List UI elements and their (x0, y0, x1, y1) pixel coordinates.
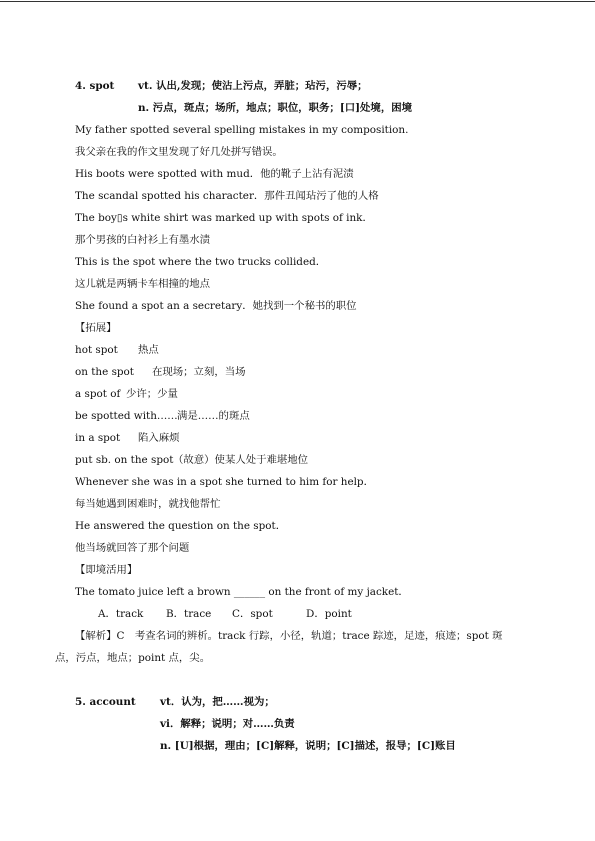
spot-def-vt: vt. 认出,发现；使沾上污点，弄脏；玷污，污辱； (138, 80, 368, 92)
phrase-en: in a spot (75, 432, 121, 444)
practice-heading: 【即境活用】 (75, 564, 138, 576)
page-top-rule (0, 1, 595, 2)
phrase-en: a spot of (75, 388, 121, 400)
phrase-row (75, 432, 180, 445)
option-b: B．trace (166, 608, 212, 620)
phrase-row (75, 366, 246, 379)
example-line: 他当场就回答了那个问题 (75, 542, 190, 554)
example-line: He answered the question on the spot． (75, 520, 287, 532)
example-line: The scandal spotted his character．那件丑闻玷污了他的人格 (75, 190, 379, 202)
account-def-vi: vi．解释；说明；对……负责 (160, 718, 295, 730)
account-def-vt: vt．认为，把……视为； (160, 696, 275, 708)
phrase-en: hot spot (75, 344, 118, 356)
phrase-cn: 在现场；立刻，当场 (152, 366, 246, 378)
extend-heading: 【拓展】 (75, 322, 117, 334)
account-def-n: n. [U]根据，理由；[C]解释，说明；[C]描述，报导；[C]账目 (160, 740, 456, 752)
phrase-row (75, 454, 308, 467)
entry-headword-account: 5. account (75, 696, 136, 708)
example-line: 我父亲在我的作文里发现了好几处拼写错误。 (75, 146, 283, 158)
example-line: This is the spot where the two trucks collided． (75, 256, 327, 268)
phrase-en: be spotted with…… (75, 410, 178, 422)
option-a: A．track (98, 608, 144, 620)
phrase-row (75, 410, 250, 423)
phrase-en: put sb. on the spot (75, 454, 174, 466)
analysis-line: 【解析】C 考查名词的辨析。track 行踪，小径，轨道；trace 踪迹，足迹，痕迹；spot 斑 (75, 630, 503, 642)
analysis-line: 点，污点，地点；point 点，尖。 (55, 652, 211, 664)
phrase-row (75, 344, 159, 357)
phrase-cn: 少许；少量 (126, 388, 178, 400)
practice-question: The tomato juice left a brown ______ on the front of my jacket． (75, 586, 409, 598)
phrase-cn: 陷入麻烦 (138, 432, 180, 444)
phrase-row (75, 388, 178, 401)
example-line: 每当她遇到困难时，就找他帮忙 (75, 498, 221, 510)
example-line: 那个男孩的白衬衫上有墨水渍 (75, 234, 211, 246)
entry-headword-spot: 4. spot (75, 80, 115, 92)
answer-options (98, 608, 352, 621)
option-d: D．point (306, 608, 352, 620)
phrase-cn: 热点 (138, 344, 159, 356)
example-line: His boots were spotted with mud．他的靴子上沾有泥渍 (75, 168, 354, 180)
example-line: The boy▯s white shirt was marked up with spots of ink． (75, 212, 373, 224)
example-line: Whenever she was in a spot she turned to him for help． (75, 476, 374, 488)
phrase-en: on the spot (75, 366, 134, 378)
example-line: She found a spot an a secretary．她找到一个秘书的职位 (75, 300, 357, 312)
spot-def-n: n. 污点，斑点；场所，地点；职位，职务；[口]处境，困境 (138, 102, 412, 114)
example-line: My father spotted several spelling mistakes in my composition. (75, 124, 409, 136)
phrase-cn: （故意）使某人处于难堪地位 (173, 454, 309, 466)
phrase-cn: 满是……的斑点 (177, 410, 250, 422)
example-line: 这儿就是两辆卡车相撞的地点 (75, 278, 211, 290)
option-c: C．spot (232, 608, 273, 620)
